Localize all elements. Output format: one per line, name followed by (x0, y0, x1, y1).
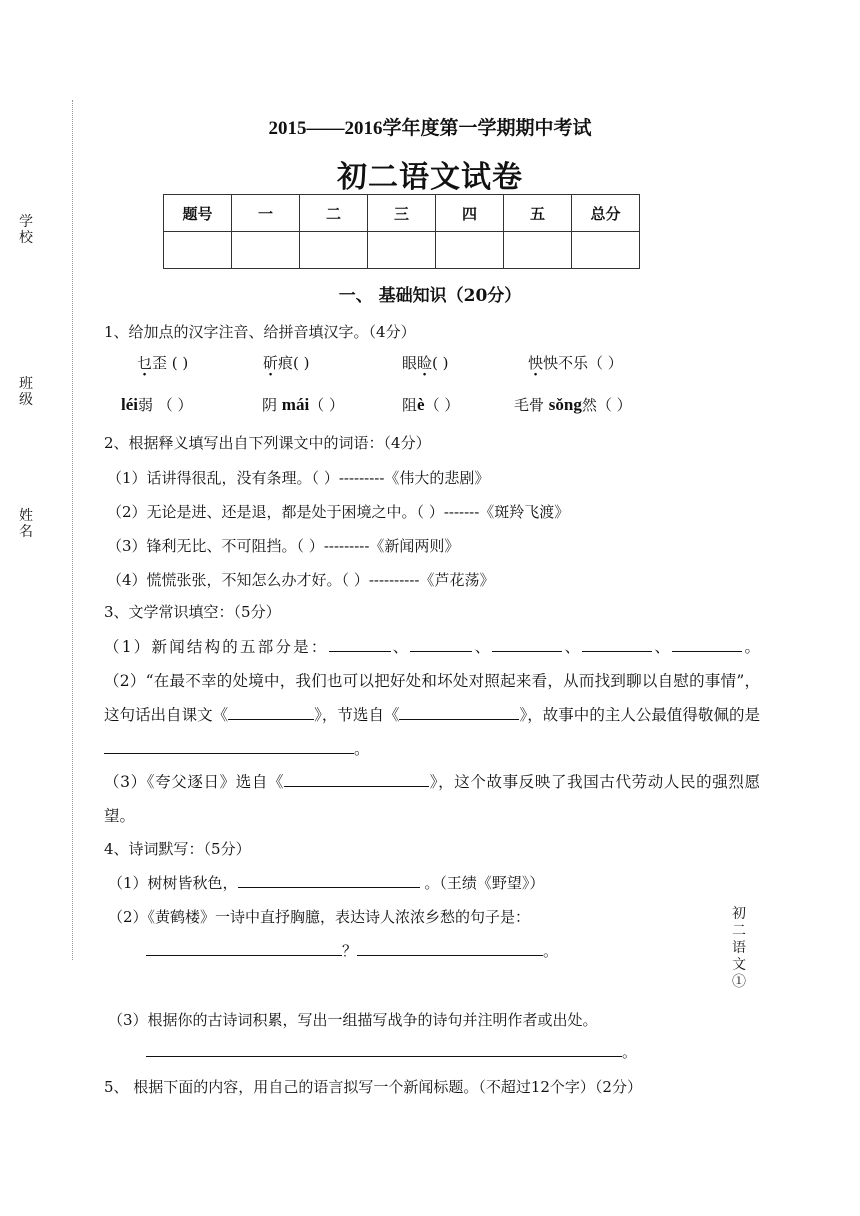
binding-fold-line (72, 100, 73, 960)
score-header-cell: 总分 (572, 195, 640, 232)
section-title: 一、 基础知识（20分） (338, 286, 522, 306)
q2-item: （2）无论是进、还是退，都是处于困境之中。（ ）-------《斑羚飞渡》 (107, 503, 570, 521)
q1-item: 乜歪 ( ) (137, 354, 189, 372)
score-value-cell[interactable] (504, 232, 572, 269)
name-label: 姓名 (19, 508, 33, 540)
q1-item: 斫痕( ) (263, 354, 310, 372)
page-side-note: 初二语文① (732, 906, 746, 990)
q3-paragraph: （3）《夸父逐日》选自《 》，这个故事反映了我国古代劳动人民的强烈愿望。 (104, 773, 760, 825)
score-value-cell[interactable] (436, 232, 504, 269)
q4-item: （3）根据你的古诗词积累，写出一组描写战争的诗句并注明作者或出处。 (108, 1011, 598, 1029)
q1-item: 眼睑( ) (402, 354, 449, 372)
q3-stem: 3、文学常识填空：（5分） (104, 603, 281, 621)
q1-stem: 1、给加点的汉字注音、给拼音填汉字。（4分） (104, 323, 416, 341)
score-header-cell: 二 (300, 195, 368, 232)
score-header-cell: 题号 (164, 195, 232, 232)
q4-answer-line[interactable]: ？ 。 (146, 941, 558, 961)
score-header-cell: 四 (436, 195, 504, 232)
q5-stem: 5、 根据下面的内容，用自己的语言拟写一个新闻标题。（不超过12个字）（2分） (104, 1078, 642, 1096)
score-value-cell[interactable] (572, 232, 640, 269)
class-label: 班级 (19, 376, 33, 408)
q2-item: （3）锋利无比、不可阻挡。（ ）---------《新闻两则》 (107, 537, 460, 555)
score-header-cell: 一 (232, 195, 300, 232)
score-table-value-row (164, 232, 640, 269)
q1-item: léi弱 （ ） (121, 395, 193, 414)
q1-item: 阴 mái（ ） (262, 395, 344, 414)
q1-item: 阻è（ ） (402, 395, 460, 414)
q1-item: 毛骨 sǒng然（ ） (514, 395, 632, 414)
q2-stem: 2、根据释义填写出自下列课文中的词语：（4分） (104, 434, 431, 452)
score-header-cell: 三 (368, 195, 436, 232)
score-value-cell[interactable] (300, 232, 368, 269)
score-table-header-row (164, 195, 640, 232)
score-value-cell[interactable] (164, 232, 232, 269)
q4-item: （2）《黄鹤楼》一诗中直抒胸臆，表达诗人浓浓乡愁的句子是： (108, 908, 531, 926)
score-header-cell: 五 (504, 195, 572, 232)
q3-paragraph: （1）新闻结构的五部分是： 、 、 、 、 。（2）“在最不幸的处境中，我们也可以把好处和坏处对照起来看，从而找到聊以自慰的事情”，这句话出自课文《 》，节选自《 》，故事中的主人公最值得敬佩的是。 (104, 638, 760, 758)
exam-title: 2015——2016学年度第一学期期中考试 (268, 118, 592, 139)
score-value-cell[interactable] (368, 232, 436, 269)
school-label: 学校 (19, 214, 33, 246)
q4-stem: 4、诗词默写：（5分） (104, 840, 251, 858)
q4-item: （1）树树皆秋色， 。（王绩《野望》） (108, 874, 545, 892)
q2-item: （1）话讲得很乱，没有条理。（ ）---------《伟大的悲剧》 (107, 469, 490, 487)
score-value-cell[interactable] (232, 232, 300, 269)
paper-title: 初二语文试卷 (337, 160, 523, 195)
score-table (163, 194, 640, 269)
q1-item: 怏怏不乐（ ） (528, 354, 623, 372)
q4-answer-line[interactable]: 。 (146, 1042, 637, 1062)
q2-item: （4）慌慌张张，不知怎么办才好。（ ）----------《芦花荡》 (107, 571, 495, 589)
